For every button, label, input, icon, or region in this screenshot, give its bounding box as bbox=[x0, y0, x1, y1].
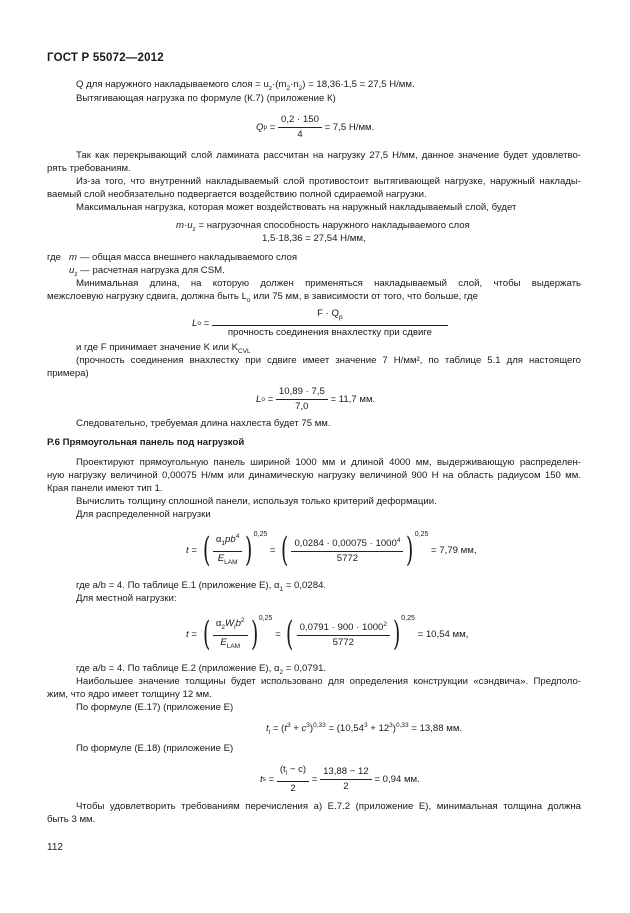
text-line: (прочность соединения внахлестку при сдвиге имеет значение 7 Н/мм², по таблице 5.1 для настоящего bbox=[76, 355, 581, 366]
text-line: межслоевую нагрузку сдвига, должна быть $L_o$ или 75 мм, в зависимости от того, что больше, где bbox=[47, 291, 478, 304]
text-line: и где F принимает значение K или $K_{CVL}$ bbox=[76, 342, 251, 355]
text-line: По формуле (Е.17) (приложение Е) bbox=[76, 702, 234, 713]
q-line: Q для наружного накладываемого слоя = $u_z\cdot(m_2\cdot n_2) = 18,36\cdot 1,5 = 27,5$ Н/мм. bbox=[76, 79, 415, 92]
text-line: ную нагрузку величиной 0,00075 Н/мм или динамическую нагрузку величиной 900 Н на область радиусом 150 мм. bbox=[47, 470, 581, 481]
text-line: Проектируют прямоугольную панель шириной 1000 мм и длиной 4000 мм, выдерживающую распределен- bbox=[76, 457, 581, 468]
standard-header: ГОСТ Р 55072—2012 bbox=[47, 52, 164, 64]
text-line: Наибольшее значение толщины будет использовано для определения конструкции «сэндвича». Предполо- bbox=[76, 676, 581, 687]
text-line: Вычислить толщину сплошной панели, используя только критерий деформации. bbox=[76, 496, 437, 507]
text-line: жим, что ядро имеет толщину 12 мм. bbox=[47, 689, 212, 700]
text-line: где a/b = 4. По таблице Е.2 (приложение Е), $\alpha_2 = 0,0791$. bbox=[76, 663, 327, 676]
text-line: где a/b = 4. По таблице Е.1 (приложение Е), $\alpha_1 = 0,0284$. bbox=[76, 580, 327, 593]
text-line: где m — общая масса внешнего накладываемого слоя bbox=[47, 252, 298, 263]
text-line: Следовательно, требуемая длина нахлеста будет 75 мм. bbox=[76, 418, 331, 429]
text-line: Минимальная длина, на которую должен применяться накладываемый слой, чтобы выдержать bbox=[76, 278, 581, 289]
text-line: рять требованиям. bbox=[47, 163, 131, 174]
equation-tl: $t_l = (t^3 + c^3)^{0,33} = (10,54^3 + 12^3)^{0,33} = 13,88$ мм. bbox=[266, 722, 463, 737]
text-line: Из-за того, что внутренний накладываемый слой противостоит вытягивающей нагрузке, наружный наклады- bbox=[76, 176, 581, 187]
text-line: Края панели имеют тип 1. bbox=[47, 483, 163, 494]
text-line: По формуле (Е.18) (приложение Е) bbox=[76, 743, 234, 754]
text-line: Так как перекрывающий слой ламината рассчитан на нагрузку 27,5 Н/мм, данное значение будет удовлетво- bbox=[76, 150, 581, 161]
page-number: 112 bbox=[47, 842, 63, 853]
text-line: $m\cdot u_z$ = нагрузочная способность наружного накладываемого слоя bbox=[176, 220, 470, 233]
text-line: Вытягивающая нагрузка по формуле (К.7) (приложение К) bbox=[76, 93, 336, 104]
text-line: Для распределенной нагрузки bbox=[76, 509, 211, 520]
text-line: 1,5·18,36 = 27,54 Н/мм, bbox=[262, 233, 366, 244]
equation-t-distributed: t = ( $\frac{\alpha_1pb^4}{E_{LAM}}$ ) 0,25 = ( $\frac{0,0284 \cdot 0,00075 \cdot 1000^4}{5772}$ ) 0,25 = 7,79 мм, bbox=[186, 530, 477, 570]
equation-t-local: t = ( $\frac{\alpha_2W_lb^2}{E_{LAM}}$ ) 0,25 = ( $\frac{0,0791 \cdot 900 \cdot 1000^2}{5772}$ ) 0,25 = 10,54 мм, bbox=[186, 614, 469, 654]
equation-qp: Q p = $\frac{0,2 \cdot 150}{4}$ = 7,5 Н/мм. bbox=[256, 114, 375, 140]
equation-ts: t s = $\frac{(t_l - c)}{2}$ = $\frac{13,88 - 12}{2}$ = 0,94 мм. bbox=[260, 764, 420, 794]
text-line: Для местной нагрузки: bbox=[76, 593, 177, 604]
text-line: быть 3 мм. bbox=[47, 814, 96, 825]
text-line: Чтобы удовлетворить требованиям перечисления а) Е.7.2 (приложение Е), минимальная толщина должна bbox=[76, 801, 581, 812]
equation-lo: L o = $\frac{F \cdot Q_p}{\text{прочность соединения внахлестку при сдвиге}}$ bbox=[192, 308, 448, 339]
text-line: $u_z$ — расчетная нагрузка для CSM. bbox=[69, 265, 225, 278]
text-line: ваемый слой необязательно подвергается воздействию полной сдираемой нагрузки. bbox=[47, 189, 427, 200]
text-line: Максимальная нагрузка, которая может воздействовать на наружный накладываемый слой, будет bbox=[76, 202, 517, 213]
section-heading: Р.6 Прямоугольная панель под нагрузкой bbox=[47, 437, 245, 448]
text-line: примера) bbox=[47, 368, 89, 379]
equation-lo-value: L o = $\frac{10,89 \cdot 7,5}{7,0}$ = 11,7 мм. bbox=[256, 386, 376, 412]
